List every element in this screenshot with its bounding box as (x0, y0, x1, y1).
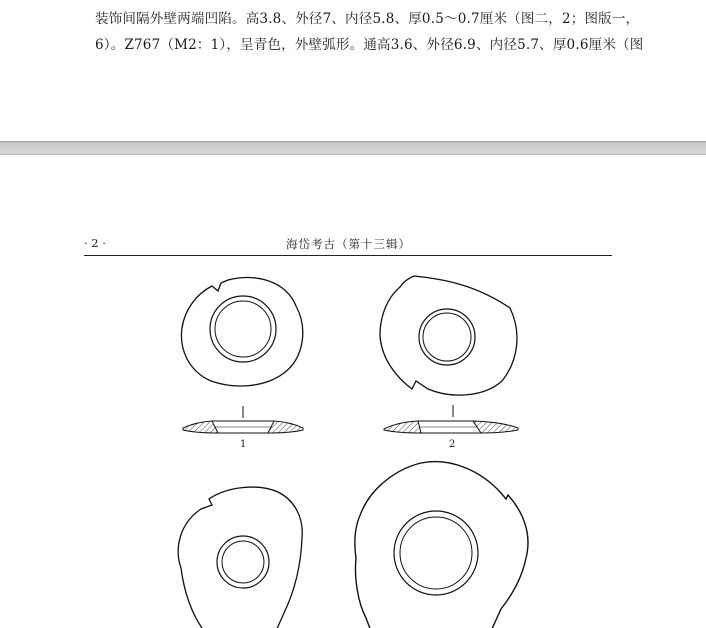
header-rule (84, 255, 612, 256)
current-page (0, 155, 706, 628)
running-title: 海岱考古（第十三辑） (286, 237, 411, 251)
artifact-2-top-view (380, 276, 517, 395)
artifact-2-section (384, 421, 518, 433)
page-separator (0, 141, 706, 155)
artifact-figure (166, 273, 532, 628)
artifact-4-top-view (355, 462, 528, 628)
figure-label-2: 2 (449, 439, 456, 450)
body-text-line-2: 6）。Z767（M2：1），呈青色，外壁弧形。通高3.6、外径6.9、内径5.7、厚0.6厘米（图 (95, 37, 644, 53)
previous-page (0, 0, 706, 141)
artifact-1-section (183, 421, 303, 433)
body-text-line-1: 装饰间隔外壁两端凹陷。高3.8、外径7、内径5.8、厚0.5～0.7厘米（图二，2；图版一， (95, 11, 640, 27)
artifact-1-top-view (181, 278, 302, 386)
page-number: · 2 · (84, 236, 106, 250)
artifact-3-top-view (178, 487, 302, 628)
figure-label-1: 1 (240, 439, 247, 450)
